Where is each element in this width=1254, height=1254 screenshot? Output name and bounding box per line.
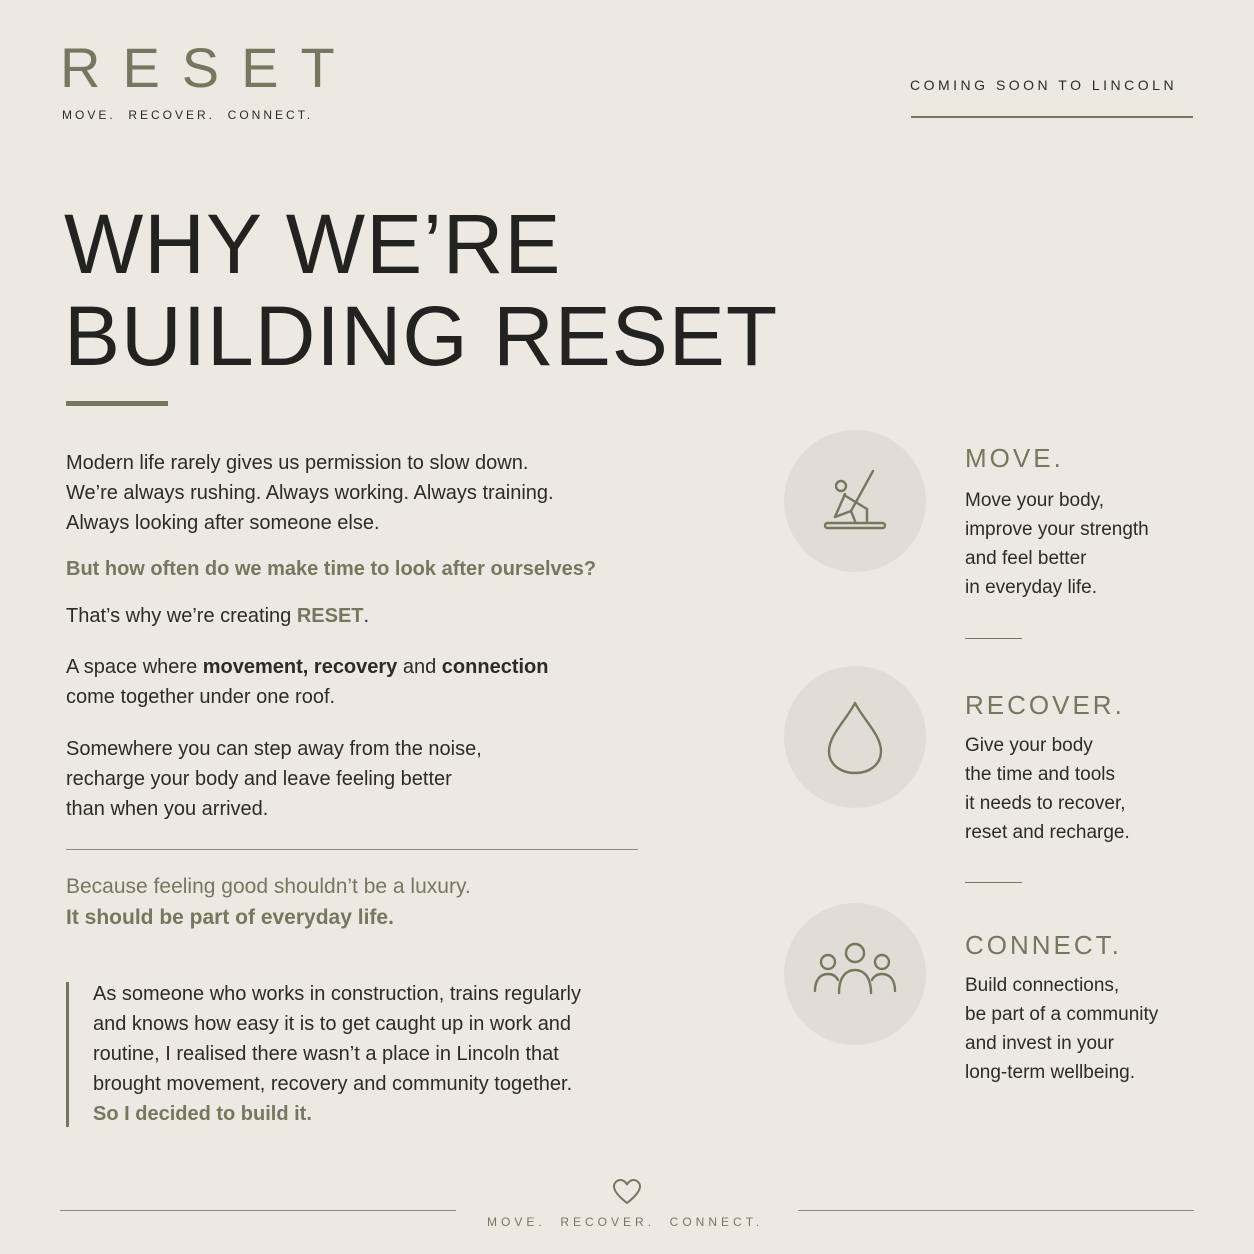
brand-logo: RESET — [60, 36, 357, 99]
founder-quote — [93, 979, 663, 1129]
recover-title: RECOVER. — [965, 690, 1125, 720]
question-line: But how often do we make time to look after ourselves? — [66, 558, 597, 580]
footer-rule-left — [60, 1210, 456, 1211]
connect-icon-circle — [784, 903, 926, 1045]
move-line: in everyday life. — [965, 577, 1098, 598]
connect-line: be part of a community — [965, 1004, 1159, 1025]
community-icon — [810, 939, 900, 1009]
space-line-2: come together under one roof. — [66, 686, 336, 708]
move-description — [965, 486, 1215, 602]
somewhere-line: recharge your body and leave feeling better — [66, 768, 452, 790]
recover-icon-circle — [784, 666, 926, 808]
recover-line: reset and recharge. — [965, 822, 1130, 843]
connect-line: and invest in your — [965, 1033, 1114, 1054]
move-divider — [965, 638, 1022, 639]
quote-bar — [66, 982, 69, 1127]
creating-prefix: That’s why we’re creating — [66, 605, 297, 627]
because-line-1: Because feeling good shouldn’t be a luxury. — [66, 875, 471, 898]
intro-line: Always looking after someone else. — [66, 512, 380, 534]
quote-line: As someone who works in construction, trains regularly — [93, 983, 581, 1005]
coming-soon-underline — [911, 116, 1193, 118]
connect-title: CONNECT. — [965, 930, 1122, 960]
move-icon-circle — [784, 430, 926, 572]
intro-line: Modern life rarely gives us permission to slow down. — [66, 452, 529, 474]
quote-line: routine, I realised there wasn’t a place in Lincoln that — [93, 1043, 559, 1065]
move-line: and feel better — [965, 548, 1087, 569]
connect-description — [965, 971, 1215, 1087]
water-drop-icon — [815, 697, 895, 777]
title-accent-rule — [66, 401, 168, 406]
creating-brand: RESET — [296, 605, 364, 627]
somewhere-paragraph — [66, 734, 666, 824]
space-connection: connection — [441, 656, 549, 678]
move-line: Move your body, — [965, 490, 1105, 511]
move-line: improve your strength — [965, 519, 1149, 540]
space-and: and — [397, 656, 442, 678]
recover-description — [965, 731, 1215, 847]
intro-paragraph — [66, 448, 666, 538]
recover-line: the time and tools — [965, 764, 1115, 785]
quote-line: and knows how easy it is to get caught up in work and — [93, 1013, 572, 1035]
creating-suffix: . — [363, 605, 370, 627]
because-line-2: It should be part of everyday life. — [66, 906, 394, 929]
somewhere-line: Somewhere you can step away from the noise, — [66, 738, 482, 760]
because-statement — [66, 871, 666, 933]
connect-line: Build connections, — [965, 975, 1120, 996]
space-recovery: recovery — [313, 656, 398, 678]
recover-line: Give your body — [965, 735, 1093, 756]
space-prefix: A space where — [66, 656, 203, 678]
space-movement: movement, — [202, 656, 309, 678]
move-title: MOVE. — [965, 443, 1064, 473]
somewhere-line: than when you arrived. — [66, 798, 269, 820]
page-title-line-1: WHY WE’RE — [64, 197, 562, 291]
page-title-line-2: BUILDING RESET — [64, 289, 779, 383]
space-paragraph — [66, 652, 666, 712]
intro-line: We’re always rushing. Always working. Always training. — [66, 482, 554, 504]
recover-line: it needs to recover, — [965, 793, 1126, 814]
footer-tagline: MOVE. RECOVER. CONNECT. — [487, 1215, 764, 1229]
yoga-pose-icon — [815, 461, 895, 541]
section-divider — [66, 849, 638, 850]
recover-divider — [965, 882, 1022, 883]
creating-line — [66, 601, 666, 631]
coming-soon-label: COMING SOON TO LINCOLN — [910, 77, 1178, 93]
page-title — [64, 198, 778, 382]
footer-rule-right — [798, 1210, 1194, 1211]
brand-tagline: MOVE. RECOVER. CONNECT. — [62, 108, 314, 122]
quote-closing-line: So I decided to build it. — [93, 1103, 312, 1125]
quote-line: brought movement, recovery and community together. — [93, 1073, 573, 1095]
connect-line: long-term wellbeing. — [965, 1062, 1136, 1083]
heart-icon — [612, 1178, 642, 1206]
